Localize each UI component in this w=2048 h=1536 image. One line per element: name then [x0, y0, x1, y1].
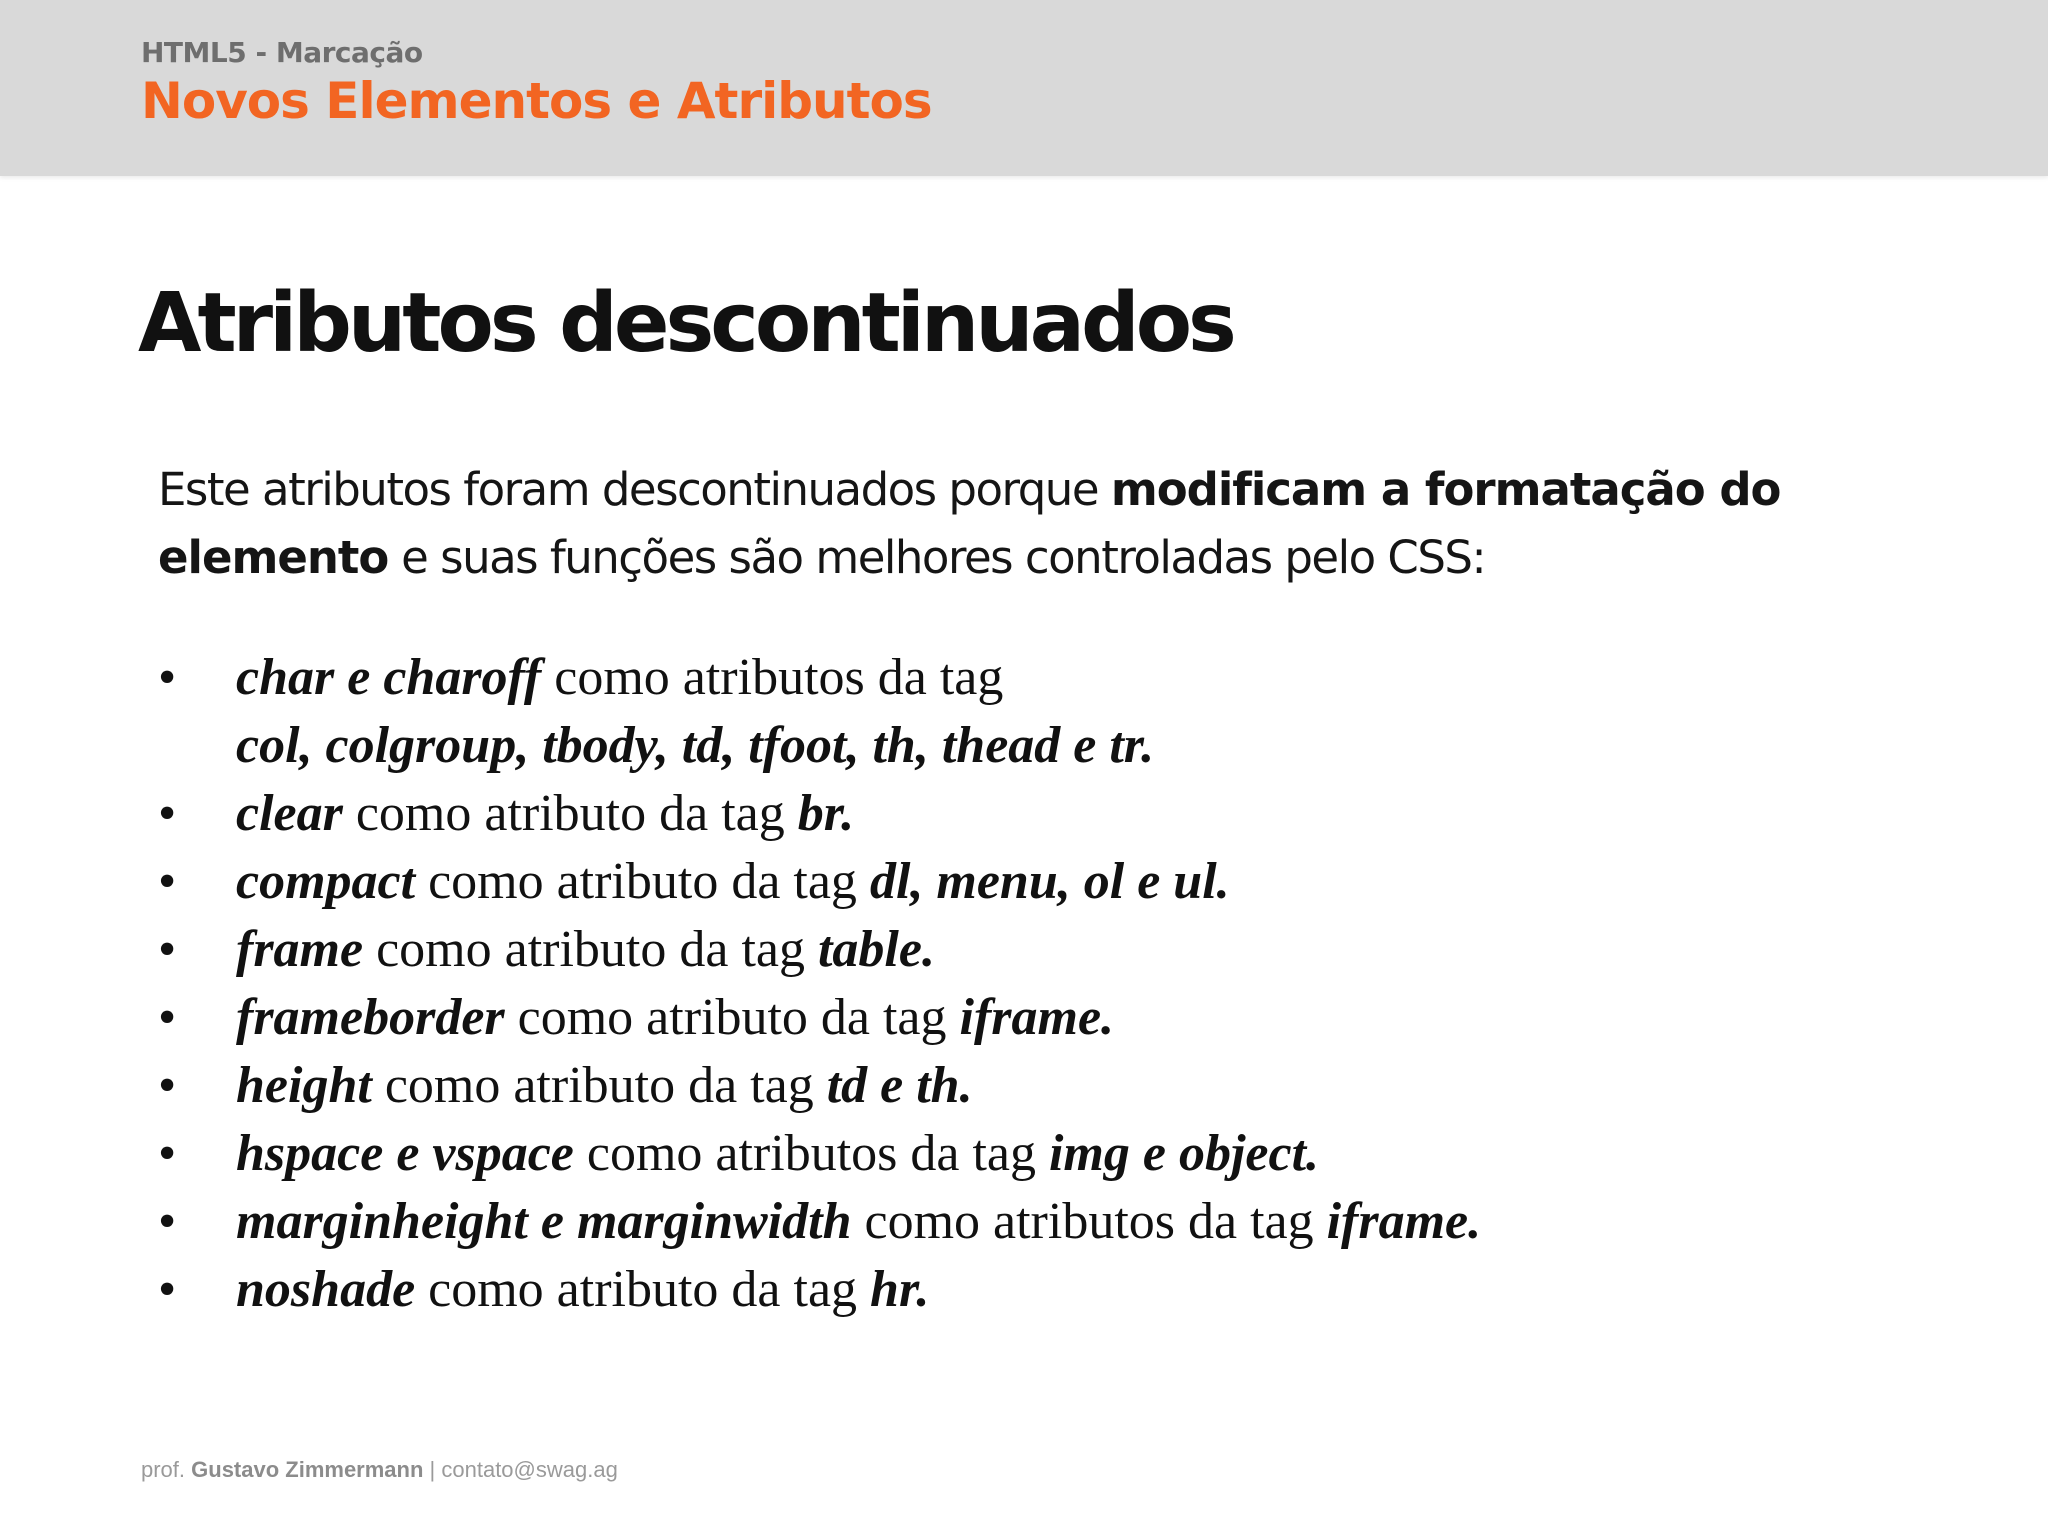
attribute-name: hspace e vspace — [236, 1125, 574, 1182]
list-item — [158, 780, 1481, 848]
bullet-icon: • — [158, 853, 177, 910]
attribute-list — [158, 644, 1481, 1324]
bullet-icon: • — [158, 1125, 177, 1182]
slide-heading: Atributos descontinuados — [138, 276, 1233, 371]
bullet-icon: • — [158, 989, 177, 1046]
author-name: Gustavo Zimmermann — [191, 1457, 424, 1482]
footer-separator: | — [423, 1457, 442, 1482]
item-continuation: col, colgroup, tbody, td, tfoot, th, thead e tr. — [236, 717, 1155, 774]
list-item — [158, 644, 1481, 780]
intro-text-part2: e suas funções são melhores controladas pelo CSS: — [388, 531, 1486, 584]
item-text: como atributo da tag — [363, 921, 818, 978]
tag-names: td e th. — [826, 1057, 973, 1114]
item-text: como atributos da tag — [573, 1125, 1049, 1182]
list-item — [158, 1188, 1481, 1256]
item-text: como atributo da tag — [342, 785, 798, 842]
footer — [141, 1457, 618, 1483]
list-item — [158, 848, 1481, 916]
bullet-icon: • — [158, 785, 177, 842]
bullet-icon: • — [158, 1261, 177, 1318]
bullet-icon: • — [158, 921, 177, 978]
tag-names: iframe. — [959, 989, 1115, 1046]
item-text: como atributos da tag — [541, 649, 1004, 706]
list-item — [158, 1120, 1481, 1188]
footer-prefix: prof. — [141, 1457, 192, 1482]
intro-bold-text: modificam a formatação do elemento — [158, 463, 1781, 584]
item-text: como atributos da tag — [851, 1193, 1327, 1250]
attribute-name: frameborder — [236, 989, 505, 1046]
attribute-name: frame — [236, 921, 364, 978]
tag-names: img e object. — [1048, 1125, 1320, 1182]
item-text: como atributo da tag — [504, 989, 960, 1046]
list-item — [158, 916, 1481, 984]
bullet-icon: • — [158, 1057, 177, 1114]
item-text: como atributo da tag — [415, 853, 870, 910]
attribute-name: height — [236, 1057, 372, 1114]
course-label: HTML5 - Marcação — [141, 36, 423, 69]
tag-names: hr. — [870, 1261, 930, 1318]
item-text: como atributo da tag — [371, 1057, 827, 1114]
list-item — [158, 1052, 1481, 1120]
item-text: como atributo da tag — [415, 1261, 871, 1318]
attribute-name: marginheight e marginwidth — [236, 1193, 852, 1250]
tag-names: table. — [817, 921, 935, 978]
attribute-name: clear — [236, 785, 343, 842]
section-title: Novos Elementos e Atributos — [141, 72, 932, 130]
attribute-name: compact — [236, 853, 416, 910]
attribute-name: noshade — [236, 1261, 416, 1318]
bullet-icon: • — [158, 1193, 177, 1250]
bullet-icon: • — [158, 649, 177, 706]
list-item — [158, 984, 1481, 1052]
intro-text-part1: Este atributos foram descontinuados porque — [158, 463, 1111, 516]
tag-names: dl, menu, ol e ul. — [869, 853, 1230, 910]
list-item — [158, 1256, 1481, 1324]
attribute-name: char e charoff — [236, 649, 542, 706]
tag-names: br. — [797, 785, 855, 842]
tag-names: iframe. — [1326, 1193, 1482, 1250]
contact-email: contato@swag.ag — [441, 1457, 618, 1482]
intro-paragraph — [158, 456, 1918, 592]
header-band — [0, 0, 2048, 176]
